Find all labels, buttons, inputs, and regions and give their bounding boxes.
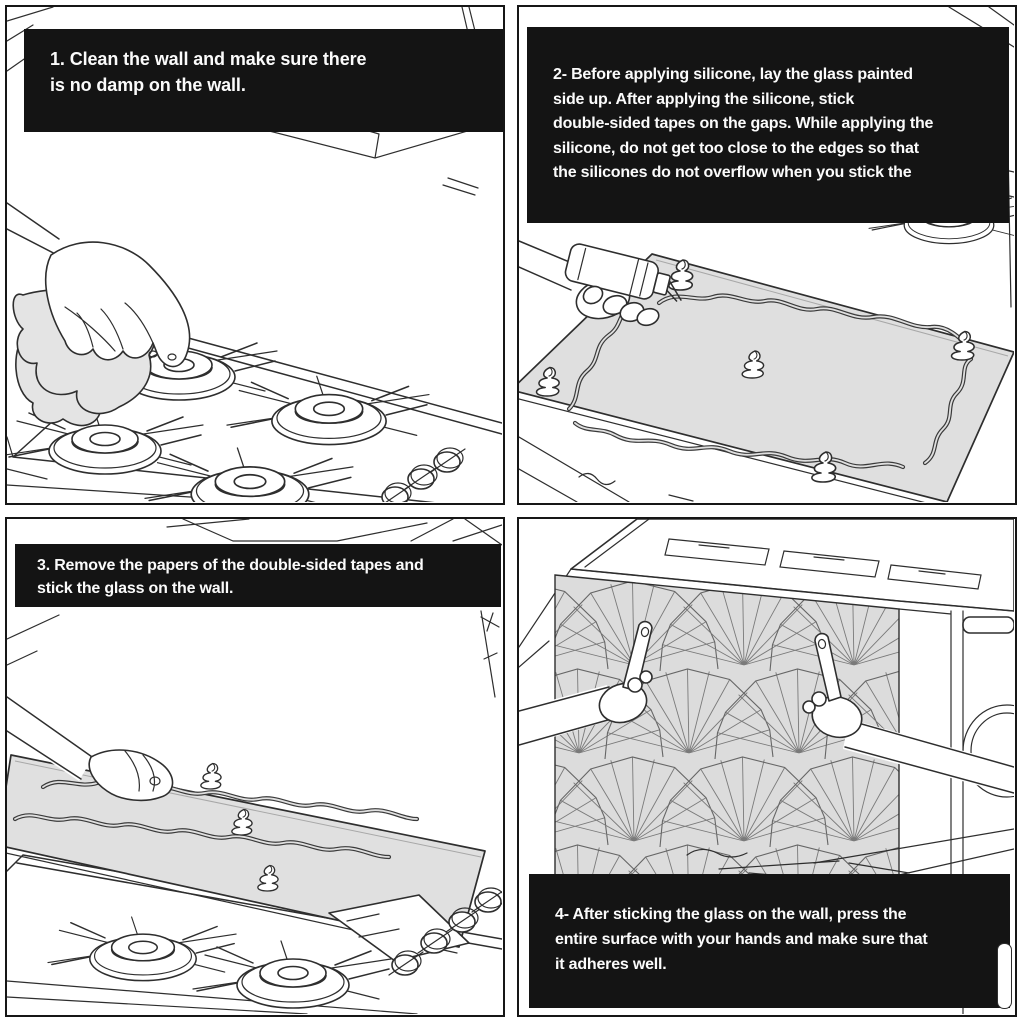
step-caption [527, 27, 1009, 223]
panel-step-4 [517, 517, 1017, 1017]
caption-line: silicone, do not get too close to the edges so that [553, 139, 919, 157]
glass-panel-lifted [7, 755, 485, 961]
cabinet-handle [997, 943, 1012, 1009]
control-knobs [379, 448, 465, 502]
panel-step-2 [517, 5, 1017, 505]
step-caption [529, 874, 1010, 1008]
step-caption [15, 544, 501, 607]
caption-line: 3. Remove the papers of the double-sided tapes and [37, 557, 424, 574]
caption-line: entire surface with your hands and make sure that [555, 931, 928, 948]
caption-line: side up. After applying the silicone, stick [553, 90, 855, 108]
panel-step-3 [5, 517, 505, 1017]
caption-line: is no damp on the wall. [50, 75, 246, 95]
caption-line: the silicones do not overflow when you stick the [553, 164, 912, 181]
caption-line: it adheres well. [555, 956, 667, 973]
step-caption [24, 29, 505, 132]
caption-line: 4- After sticking the glass on the wall, press the [555, 906, 907, 923]
caption-line: 1. Clean the wall and make sure there [50, 49, 367, 69]
panel-step-1 [5, 5, 505, 505]
caption-line: double-sided tapes on the gaps. While applying the [553, 115, 934, 132]
caption-line: stick the glass on the wall. [37, 580, 234, 597]
caption-line: 2- Before applying silicone, lay the glass painted [553, 66, 913, 83]
